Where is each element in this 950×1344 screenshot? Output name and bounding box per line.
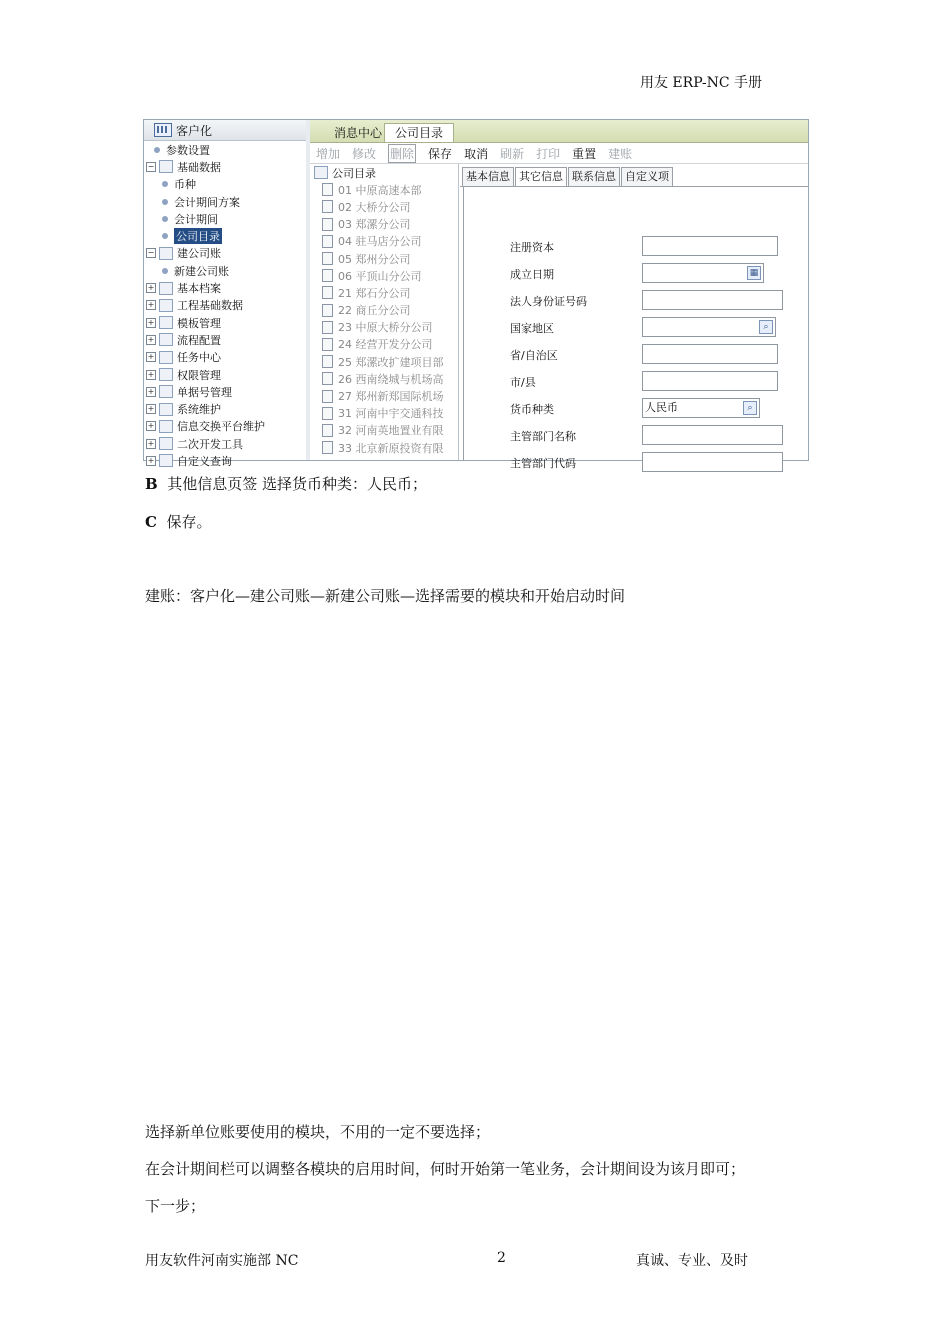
document-icon xyxy=(322,338,333,351)
node-icon xyxy=(159,437,173,450)
tree-item-label: 会计期间 xyxy=(174,212,218,226)
document-icon xyxy=(322,200,333,213)
paragraph-b: B 其他信息页签 选择货币种类：人民币； xyxy=(145,475,428,493)
tree-item-label: 基础数据 xyxy=(177,160,221,174)
tree-item-label: 公司目录 xyxy=(176,230,220,244)
expand-icon[interactable]: + xyxy=(147,283,155,293)
leaf-icon xyxy=(162,181,168,187)
tree-item[interactable] xyxy=(144,141,306,158)
tree-item-label: 流程配置 xyxy=(177,333,221,347)
tab-company-directory[interactable]: 公司目录 xyxy=(384,123,454,142)
expand-icon[interactable]: + xyxy=(147,404,155,414)
node-icon xyxy=(159,160,173,173)
leaf-icon xyxy=(162,233,168,239)
company-item[interactable] xyxy=(310,181,458,198)
folder-icon xyxy=(314,166,328,179)
paragraph-setup: 建账：客户化—建公司账—新建公司账—选择需要的模块和开始启动时间 xyxy=(145,587,626,605)
tree-item-label: 基本档案 xyxy=(177,282,221,296)
nav-title: 客户化 xyxy=(176,123,213,138)
tree-item-label: 新建公司账 xyxy=(174,264,229,278)
company-item[interactable] xyxy=(310,284,458,301)
nav-panel xyxy=(144,120,307,468)
node-icon xyxy=(159,333,173,346)
company-list xyxy=(310,164,459,460)
tree-item[interactable] xyxy=(144,314,306,331)
tree-item-label: 系统维护 xyxy=(177,403,221,417)
grid-icon xyxy=(154,123,172,137)
tree-item[interactable] xyxy=(144,210,306,227)
tree-item[interactable] xyxy=(144,297,306,314)
field-input[interactable] xyxy=(642,236,778,256)
expand-icon[interactable]: + xyxy=(147,369,155,379)
company-label: 22 商丘分公司 xyxy=(338,304,411,318)
tree-item-label: 参数设置 xyxy=(166,143,210,157)
leaf-icon xyxy=(154,147,160,153)
tree-item[interactable] xyxy=(144,227,306,244)
node-icon xyxy=(159,385,173,398)
collapse-icon[interactable]: − xyxy=(147,161,155,171)
field-input[interactable] xyxy=(642,425,783,445)
node-icon xyxy=(159,454,173,467)
field-label: 成立日期 xyxy=(510,268,554,281)
nav-title-bar xyxy=(144,120,306,141)
expand-icon[interactable]: + xyxy=(147,386,155,396)
company-root-label: 公司目录 xyxy=(332,166,376,180)
tree-item-label: 信息交换平台维护 xyxy=(177,420,265,434)
paragraph-next: 下一步； xyxy=(145,1197,206,1215)
tree-item[interactable] xyxy=(144,158,306,175)
collapse-icon[interactable]: − xyxy=(147,248,155,258)
app-screenshot xyxy=(143,119,809,470)
document-icon xyxy=(322,424,333,437)
company-label: 24 经营开发分公司 xyxy=(338,338,433,352)
field-input[interactable] xyxy=(642,263,764,283)
tree-item[interactable] xyxy=(144,245,306,262)
tree-item-label: 权限管理 xyxy=(177,368,221,382)
form-tab[interactable]: 其它信息 xyxy=(515,167,567,186)
node-icon xyxy=(159,282,173,295)
tree-item[interactable] xyxy=(144,435,306,452)
form-tab[interactable]: 联系信息 xyxy=(568,167,620,186)
company-item[interactable] xyxy=(310,336,458,353)
company-item[interactable] xyxy=(310,198,458,215)
tree-item[interactable] xyxy=(144,383,306,400)
tree-item-label: 模板管理 xyxy=(177,316,221,330)
form-tab-bar xyxy=(460,164,808,187)
field-label: 法人身份证号码 xyxy=(510,295,587,308)
company-item[interactable] xyxy=(310,439,458,456)
company-root[interactable] xyxy=(310,164,458,181)
tree-item[interactable] xyxy=(144,452,306,469)
footer-right: 真诚、专业、及时 xyxy=(636,1253,748,1269)
company-label: 23 中原大桥分公司 xyxy=(338,321,433,335)
tree-item-label: 会计期间方案 xyxy=(174,195,240,209)
page-number: 2 xyxy=(497,1250,506,1266)
document-icon xyxy=(322,269,333,282)
tree-item[interactable] xyxy=(144,262,306,279)
tree-item-label: 建公司账 xyxy=(177,247,221,261)
nav-tree xyxy=(144,141,306,470)
toolbar-button[interactable]: 建账 xyxy=(608,146,633,161)
leaf-icon xyxy=(162,199,168,205)
toolbar-button[interactable]: 删除 xyxy=(388,144,416,163)
form-tab[interactable]: 基本信息 xyxy=(462,167,514,186)
company-label: 25 郑漯改扩建项目部 xyxy=(338,355,444,369)
node-icon xyxy=(159,403,173,416)
expand-icon[interactable]: + xyxy=(147,317,155,327)
paragraph-c: C 保存。 xyxy=(145,513,212,531)
field-label: 市/县 xyxy=(510,376,536,389)
document-icon xyxy=(322,441,333,454)
page-header: 用友 ERP-NC 手册 xyxy=(639,75,762,91)
company-label: 02 大桥分公司 xyxy=(338,200,411,214)
node-icon xyxy=(159,299,173,312)
document-icon xyxy=(322,321,333,334)
field-value: 人民币 xyxy=(645,401,678,414)
document-icon xyxy=(322,390,333,403)
tree-item-label: 二次开发工具 xyxy=(177,437,243,451)
tree-item-label: 币种 xyxy=(174,178,196,192)
toolbar-button[interactable]: 打印 xyxy=(536,146,561,161)
field-input[interactable] xyxy=(642,398,760,418)
company-item[interactable] xyxy=(310,387,458,404)
company-label: 04 驻马店分公司 xyxy=(338,235,422,249)
tree-item-label: 自定义查询 xyxy=(177,454,232,468)
company-label: 06 平顶山分公司 xyxy=(338,269,422,283)
field-input[interactable] xyxy=(642,317,776,337)
tree-item[interactable] xyxy=(144,418,306,435)
search-icon[interactable]: ⌕ xyxy=(743,401,757,415)
expand-icon[interactable]: + xyxy=(147,421,155,431)
company-label: 31 河南中宇交通科技 xyxy=(338,407,444,421)
document-icon xyxy=(322,252,333,265)
expand-icon[interactable]: + xyxy=(147,438,155,448)
tree-item[interactable] xyxy=(144,349,306,366)
expand-icon[interactable]: + xyxy=(147,334,155,344)
document-icon xyxy=(322,304,333,317)
node-icon xyxy=(159,351,173,364)
expand-icon[interactable]: + xyxy=(147,300,155,310)
document-icon xyxy=(322,407,333,420)
company-item[interactable] xyxy=(310,370,458,387)
node-icon xyxy=(159,420,173,433)
tree-item[interactable] xyxy=(144,331,306,348)
document-icon xyxy=(322,372,333,385)
form-tab[interactable]: 自定义项 xyxy=(621,167,673,186)
company-label: 01 中原高速本部 xyxy=(338,183,422,197)
footer-left: 用友软件河南实施部 NC xyxy=(145,1253,299,1269)
node-icon xyxy=(159,247,173,260)
node-icon xyxy=(159,368,173,381)
toolbar-button[interactable]: 重置 xyxy=(572,146,597,161)
toolbar xyxy=(310,143,808,164)
calendar-icon[interactable]: ▦ xyxy=(747,266,761,280)
tree-item[interactable] xyxy=(144,400,306,417)
field-label: 主管部门名称 xyxy=(510,430,576,443)
node-icon xyxy=(159,316,173,329)
tree-item-label: 工程基础数据 xyxy=(177,299,243,313)
company-item[interactable] xyxy=(310,233,458,250)
field-label: 主管部门代码 xyxy=(510,457,576,470)
company-item[interactable] xyxy=(310,302,458,319)
tab-message-center[interactable]: 消息中心 xyxy=(334,126,383,140)
document-icon xyxy=(322,218,333,231)
document-icon xyxy=(322,183,333,196)
company-form xyxy=(460,164,808,470)
company-label: 21 郑石分公司 xyxy=(338,286,411,300)
field-input[interactable] xyxy=(642,290,783,310)
company-item[interactable] xyxy=(310,216,458,233)
tree-item[interactable] xyxy=(144,279,306,296)
tree-item[interactable] xyxy=(144,176,306,193)
company-label: 32 河南英地置业有限 xyxy=(338,424,444,438)
document-icon xyxy=(322,355,333,368)
paragraph-modules: 选择新单位账要使用的模块，不用的一定不要选择； xyxy=(145,1123,491,1141)
field-label: 国家地区 xyxy=(510,322,554,335)
document-icon xyxy=(322,235,333,248)
field-label: 注册资本 xyxy=(510,241,554,254)
company-label: 03 郑漯分公司 xyxy=(338,218,411,232)
content-panel xyxy=(310,120,808,470)
field-input[interactable] xyxy=(642,344,778,364)
company-label: 27 郑州新郑国际机场 xyxy=(338,390,444,404)
tree-item-label: 单据号管理 xyxy=(177,385,232,399)
document-icon xyxy=(322,286,333,299)
company-label: 26 西南绕城与机场高 xyxy=(338,372,444,386)
company-label: 05 郑州分公司 xyxy=(338,252,411,266)
toolbar-button[interactable]: 刷新 xyxy=(500,146,525,161)
paragraph-periods: 在会计期间栏可以调整各模块的启用时间，何时开始第一笔业务，会计期间设为该月即可； xyxy=(145,1160,746,1178)
toolbar-button[interactable]: 保存 xyxy=(428,146,453,161)
tree-item[interactable] xyxy=(144,366,306,383)
company-item[interactable] xyxy=(310,405,458,422)
company-item[interactable] xyxy=(310,267,458,284)
leaf-icon xyxy=(162,268,168,274)
toolbar-button[interactable]: 取消 xyxy=(464,146,489,161)
field-input[interactable] xyxy=(642,371,778,391)
company-item[interactable] xyxy=(310,250,458,267)
company-item[interactable] xyxy=(310,319,458,336)
tab-bar xyxy=(310,120,808,143)
expand-icon[interactable]: + xyxy=(147,455,155,465)
field-label: 省/自治区 xyxy=(510,349,558,362)
toolbar-button[interactable]: 增加 xyxy=(316,146,341,161)
leaf-icon xyxy=(162,216,168,222)
toolbar-button[interactable]: 修改 xyxy=(352,146,377,161)
expand-icon[interactable]: + xyxy=(147,352,155,362)
company-item[interactable] xyxy=(310,353,458,370)
company-label: 33 北京新原投资有限 xyxy=(338,441,444,455)
field-label: 货币种类 xyxy=(510,403,554,416)
tree-item-label: 任务中心 xyxy=(177,351,221,365)
tree-item[interactable] xyxy=(144,193,306,210)
search-icon[interactable]: ⌕ xyxy=(759,320,773,334)
company-item[interactable] xyxy=(310,422,458,439)
field-input[interactable] xyxy=(642,452,783,472)
